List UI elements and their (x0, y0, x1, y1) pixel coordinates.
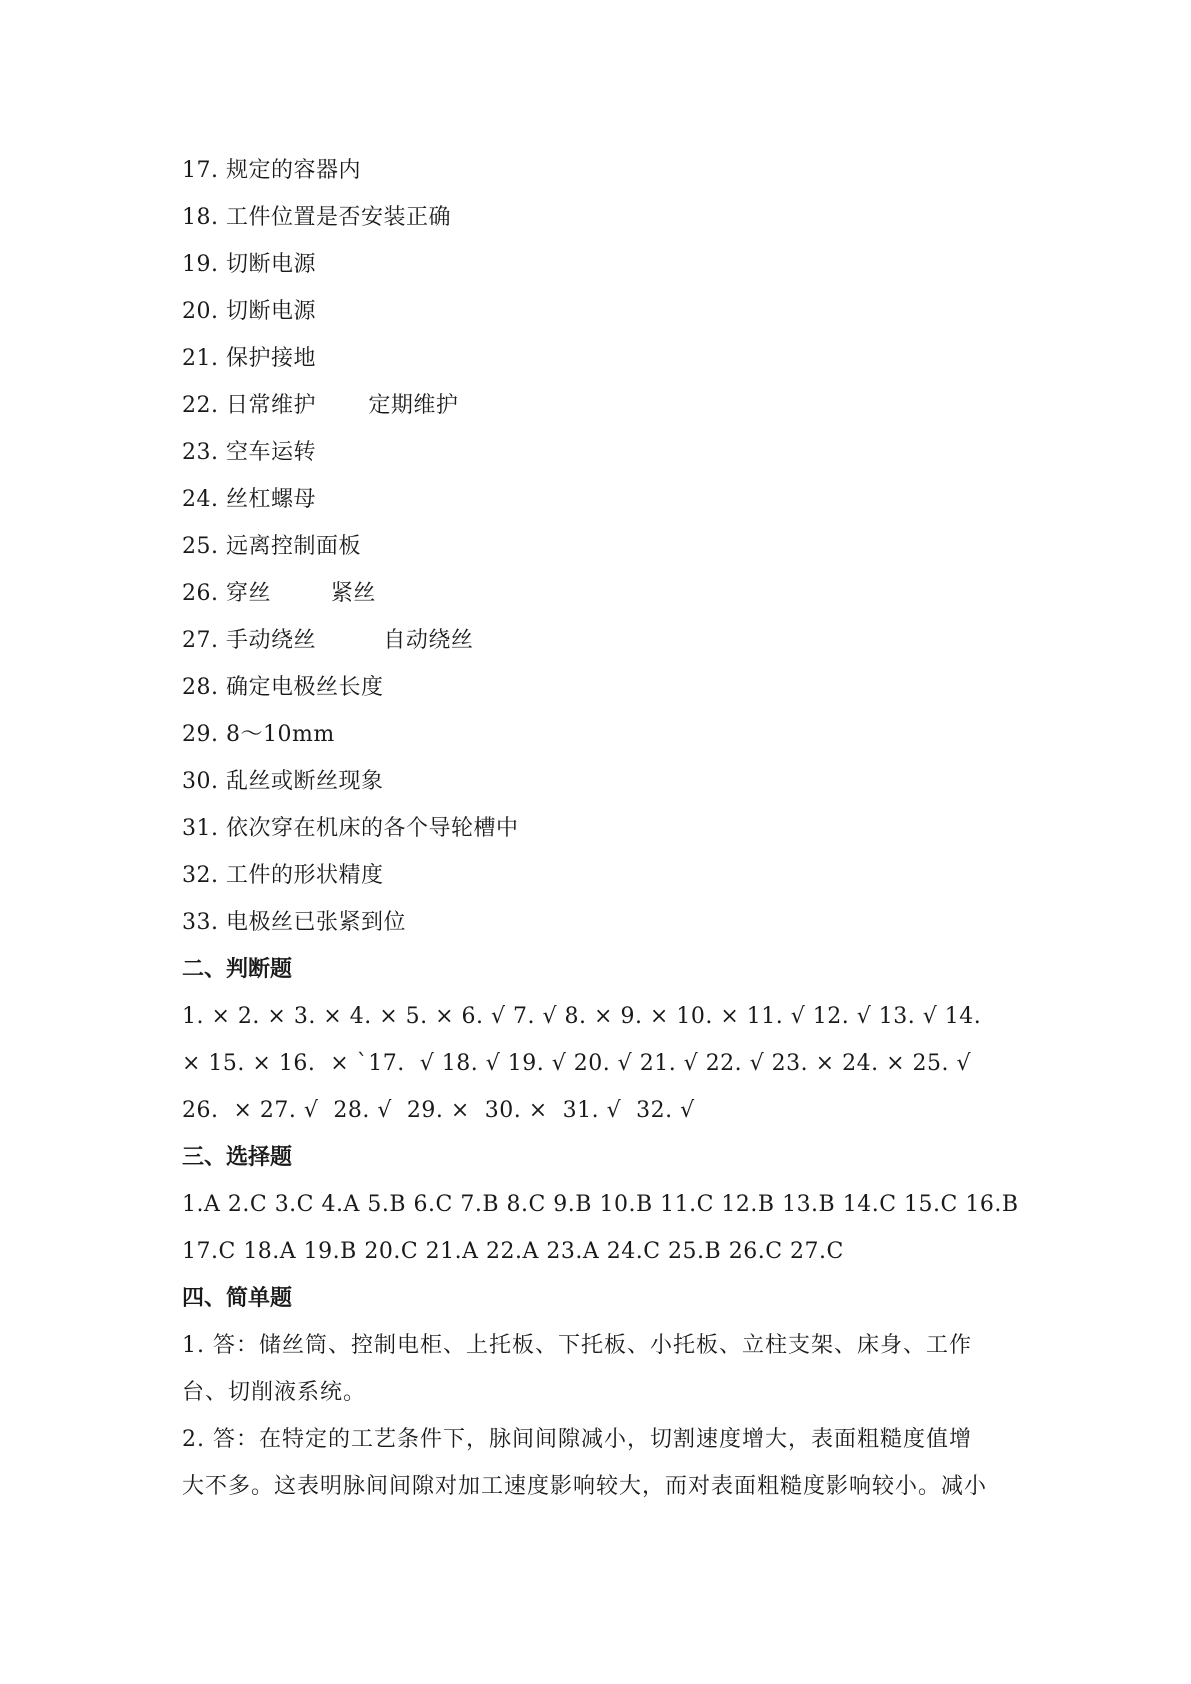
choice-section-title: 三、选择题 (182, 1144, 293, 1170)
short-answer-1-line-2: 台、切削液系统。 (182, 1380, 367, 1405)
judge-section-title: 二、判断题 (182, 956, 293, 982)
short-answer-2-line-1: 2. 答：在特定的工艺条件下，脉间间隙减小，切割速度增大，表面粗糙度值增 (182, 1427, 972, 1452)
judge-answers-line-1: 1. × 2. × 3. × 4. × 5. × 6. √ 7. √ 8. × 9. × 10. × 11. √ 12. √ 13. √ 14. (182, 1004, 982, 1029)
judge-section (182, 946, 1022, 1134)
fill-answer-25: 25. 远离控制面板 (182, 534, 361, 559)
fill-answer-33: 33. 电极丝已张紧到位 (182, 910, 406, 935)
fill-answer-23: 23. 空车运转 (182, 440, 316, 465)
judge-answers-line-2: × 15. × 16. × `17. √ 18. √ 19. √ 20. √ 21. √ 22. √ 23. × 24. × 25. √ (182, 1051, 971, 1076)
short-answer-section (182, 1275, 1022, 1510)
short-answer-2-line-2: 大不多。这表明脉间间隙对加工速度影响较大，而对表面粗糙度影响较小。减小 (182, 1474, 988, 1499)
short-answer-section-title: 四、简单题 (182, 1285, 293, 1311)
fill-answer-17: 17. 规定的容器内 (182, 158, 361, 183)
fill-answer-28: 28. 确定电极丝长度 (182, 675, 384, 700)
fill-answer-30: 30. 乱丝或断丝现象 (182, 769, 384, 794)
fill-answer-32: 32. 工件的形状精度 (182, 863, 384, 888)
choice-section (182, 1134, 1022, 1275)
short-answer-2 (182, 1416, 1022, 1510)
short-answer-1 (182, 1322, 1022, 1416)
fill-answer-24: 24. 丝杠螺母 (182, 487, 316, 512)
fill-answer-19: 19. 切断电源 (182, 252, 316, 277)
judge-answers-line-3: 26. × 27. √ 28. √ 29. × 30. × 31. √ 32. √ (182, 1098, 695, 1123)
fill-answer-29: 29. 8～10mm (182, 722, 335, 747)
fill-answer-27: 27. 手动绕丝 自动绕丝 (182, 628, 474, 653)
choice-answers-line-1: 1.A 2.C 3.C 4.A 5.B 6.C 7.B 8.C 9.B 10.B 11.C 12.B 13.B 14.C 15.C 16.B (182, 1192, 1019, 1217)
fill-answers-list (182, 147, 1022, 946)
fill-answer-26: 26. 穿丝 紧丝 (182, 581, 376, 606)
fill-answer-22: 22. 日常维护 定期维护 (182, 393, 459, 418)
choice-answers-line-2: 17.C 18.A 19.B 20.C 21.A 22.A 23.A 24.C 25.B 26.C 27.C (182, 1239, 844, 1264)
fill-answer-20: 20. 切断电源 (182, 299, 316, 324)
fill-answer-21: 21. 保护接地 (182, 346, 316, 371)
fill-answer-18: 18. 工件位置是否安装正确 (182, 205, 451, 230)
short-answer-1-line-1: 1. 答：储丝筒、控制电柜、上托板、下托板、小托板、立柱支架、床身、工作 (182, 1333, 972, 1358)
fill-answer-31: 31. 依次穿在机床的各个导轮槽中 (182, 816, 519, 841)
document-page (182, 147, 1022, 1510)
